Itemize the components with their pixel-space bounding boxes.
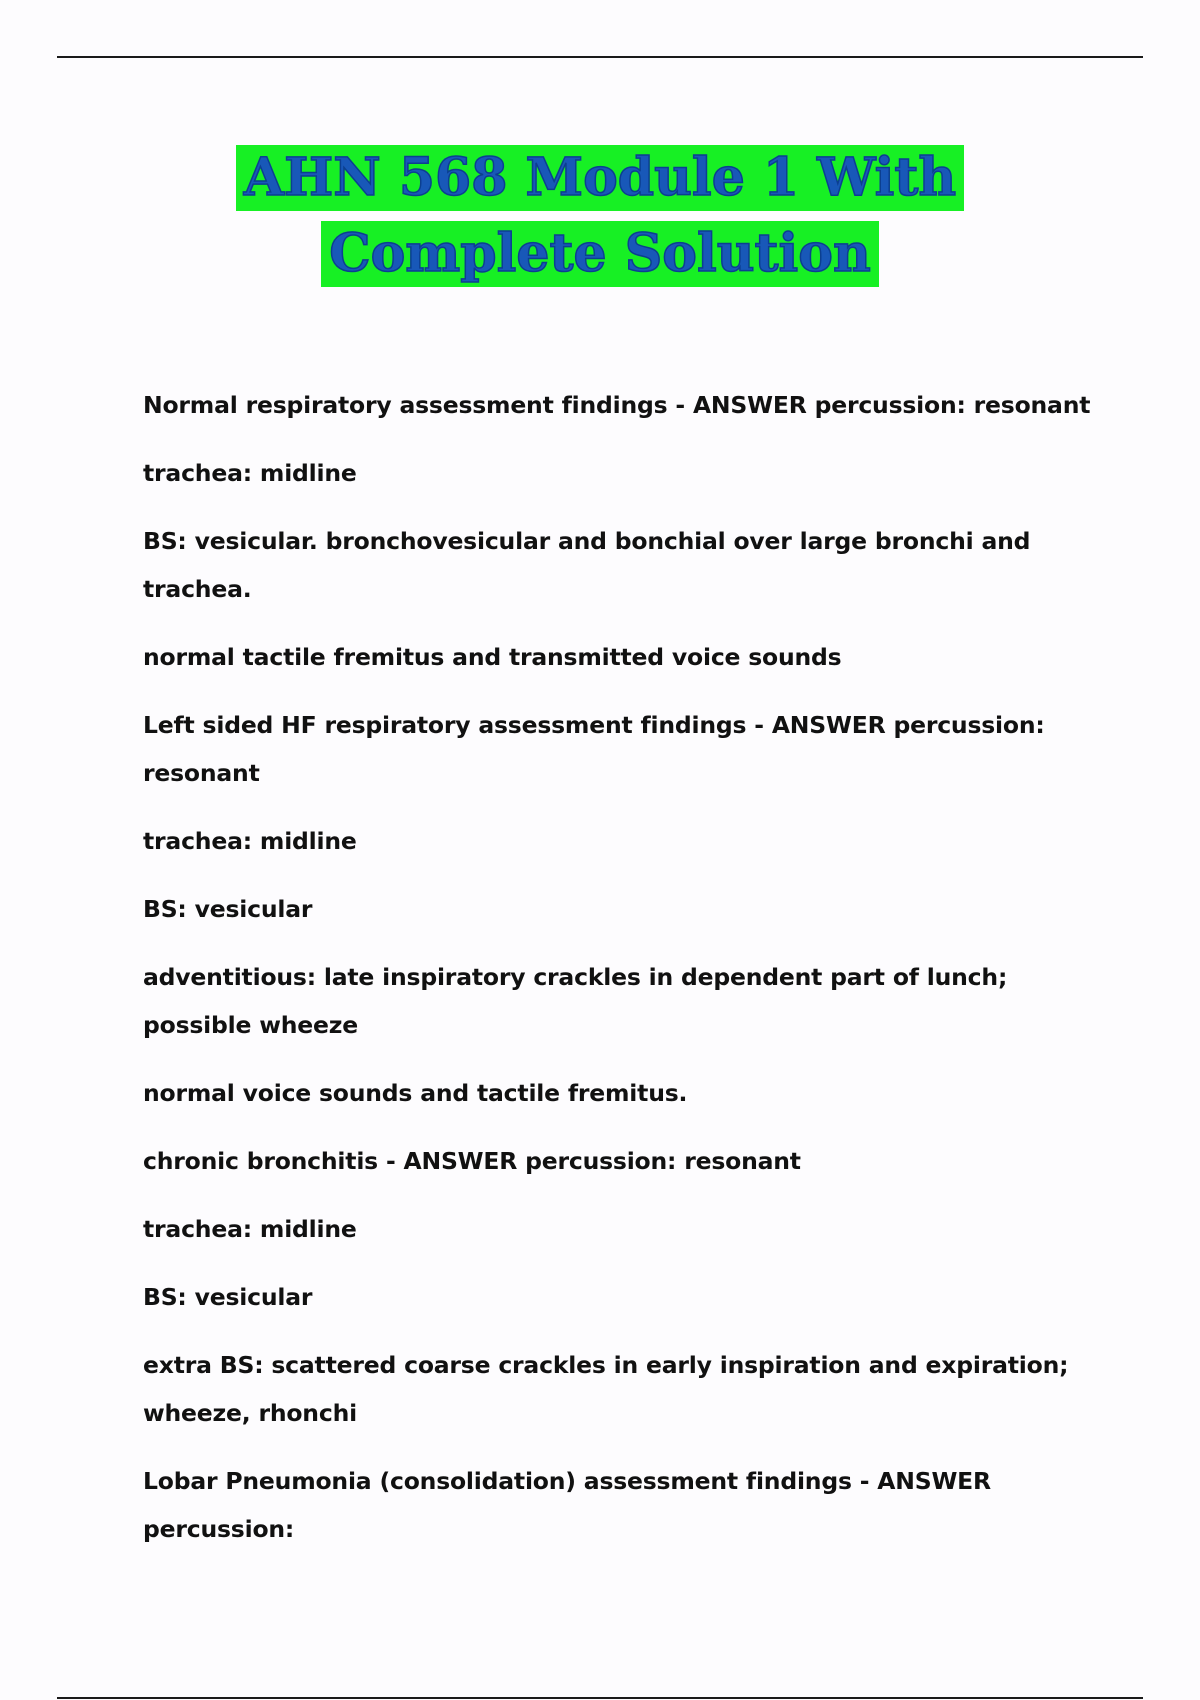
bottom-divider (57, 1697, 1143, 1699)
paragraph: trachea: midline (143, 827, 357, 855)
paragraph: chronic bronchitis - ANSWER percussion: resonant (143, 1147, 801, 1175)
paragraph: Lobar Pneumonia (consolidation) assessment findings - ANSWER percussion: (143, 1467, 991, 1543)
paragraph: extra BS: scattered coarse crackles in early inspiration and expiration; wheeze, rhonchi (143, 1351, 1069, 1427)
paragraph: BS: vesicular (143, 895, 313, 923)
paragraph: BS: vesicular. bronchovesicular and bonchial over large bronchi and trachea. (143, 527, 1031, 603)
paragraph: Left sided HF respiratory assessment findings - ANSWER percussion: resonant (143, 711, 1045, 787)
title-line-1: AHN 568 Module 1 With (236, 145, 964, 211)
paragraph: adventitious: late inspiratory crackles in dependent part of lunch; possible wheeze (143, 963, 1008, 1039)
top-divider (57, 56, 1143, 58)
paragraph: normal tactile fremitus and transmitted voice sounds (143, 643, 842, 671)
paragraph: Normal respiratory assessment findings - ANSWER percussion: resonant (143, 391, 1091, 419)
paragraph: normal voice sounds and tactile fremitus. (143, 1079, 688, 1107)
paragraph: trachea: midline (143, 1215, 357, 1243)
paragraph: BS: vesicular (143, 1283, 313, 1311)
document-body (143, 381, 1103, 1573)
paragraph: trachea: midline (143, 459, 357, 487)
document-title (0, 140, 1200, 292)
title-line-2: Complete Solution (321, 221, 879, 287)
